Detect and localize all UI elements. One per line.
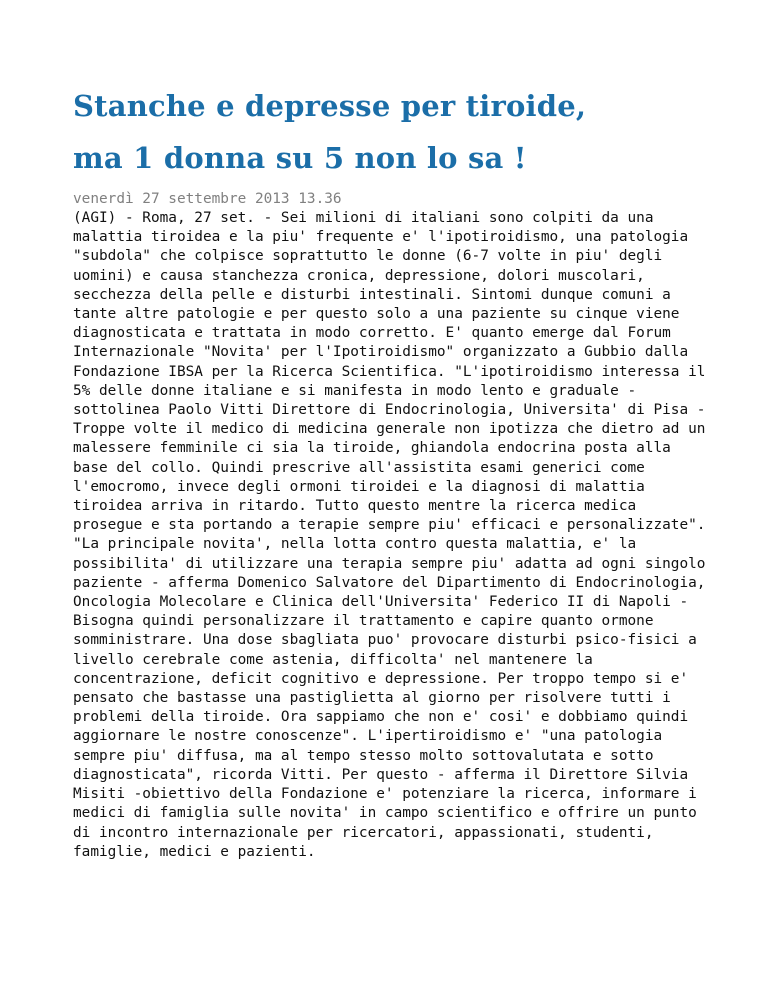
article-body: (AGI) - Roma, 27 set. - Sei milioni di italiani sono colpiti da una malattia tiroidea e la piu' frequente e' l'ipotiroidismo, una patologia "subdola" che colpisce soprattutto le donne (6-7 volte in piu' degli uomini) e causa stanchezza cronica, depressione, dolori muscolari, secchezza della pelle e disturbi intestinali. Sintomi dunque comuni a tante altre patologie e per questo solo a una paziente su cinque viene diagnosticata e trattata in modo corretto. E' quanto emerge dal Forum Internazionale "Novita' per l'Ipotiroidismo" organizzato a Gubbio dalla Fondazione IBSA per la Ricerca Scientifica. "L'ipotiroidismo interessa il 5% delle donne italiane e si manifesta in modo lento e graduale - sottolinea Paolo Vitti Direttore di Endocrinologia, Universita' di Pisa - Troppe volte il medico di medicina generale non ipotizza che dietro ad un malessere femminile ci sia la tiroide, ghiandola endocrina posta alla base del collo. Quindi prescrive all'assistita esami generici come l'emocromo, invece degli ormoni tiroidei e la diagnosi di malattia tiroidea arriva in ritardo. Tutto questo mentre la ricerca medica prosegue e sta portando a terapie sempre piu' efficaci e personalizzate". "La principale novita', nella lotta contro questa malattia, e' la possibilita' di utilizzare una terapia sempre piu' adatta ad ogni singolo paziente - afferma Domenico Salvatore del Dipartimento di Endocrinologia, Oncologia Molecolare e Clinica dell'Universita' Federico II di Napoli - Bisogna quindi personalizzare il trattamento e capire quanto ormone somministrare. Una dose sbagliata puo' provocare disturbi psico-fisici a livello cerebrale come astenia, difficolta' nel mantenere la concentrazione, deficit cognitivo e depressione. Per troppo tempo si e' pensato che bastasse una pastiglietta al giorno per risolvere tutti i problemi della tiroide. Ora sappiamo che non e' cosi' e dobbiamo quindi aggiornare le nostre conoscenze". L'ipertiroidismo e' "una patologia sempre piu' diffusa, ma al tempo stesso molto sottovalutata e sotto diagnosticata", ricorda Vitti. Per questo - afferma il Direttore Silvia Misiti -obiettivo della Fondazione e' potenziare la ricerca, informare i medici di famiglia sulle novita' in campo scientifico e offrire un punto di incontro internazionale per ricercatori, appassionati, studenti, famiglie, medici e pazienti. — [73, 210, 706, 860]
article — [73, 80, 713, 862]
article-title — [73, 80, 713, 184]
article-title-line-1: Stanche e depresse per tiroide, — [73, 89, 587, 123]
article-title-line-2: ma 1 donna su 5 non lo sa ! — [73, 141, 527, 175]
article-date: venerdì 27 settembre 2013 13.36 — [73, 191, 342, 207]
